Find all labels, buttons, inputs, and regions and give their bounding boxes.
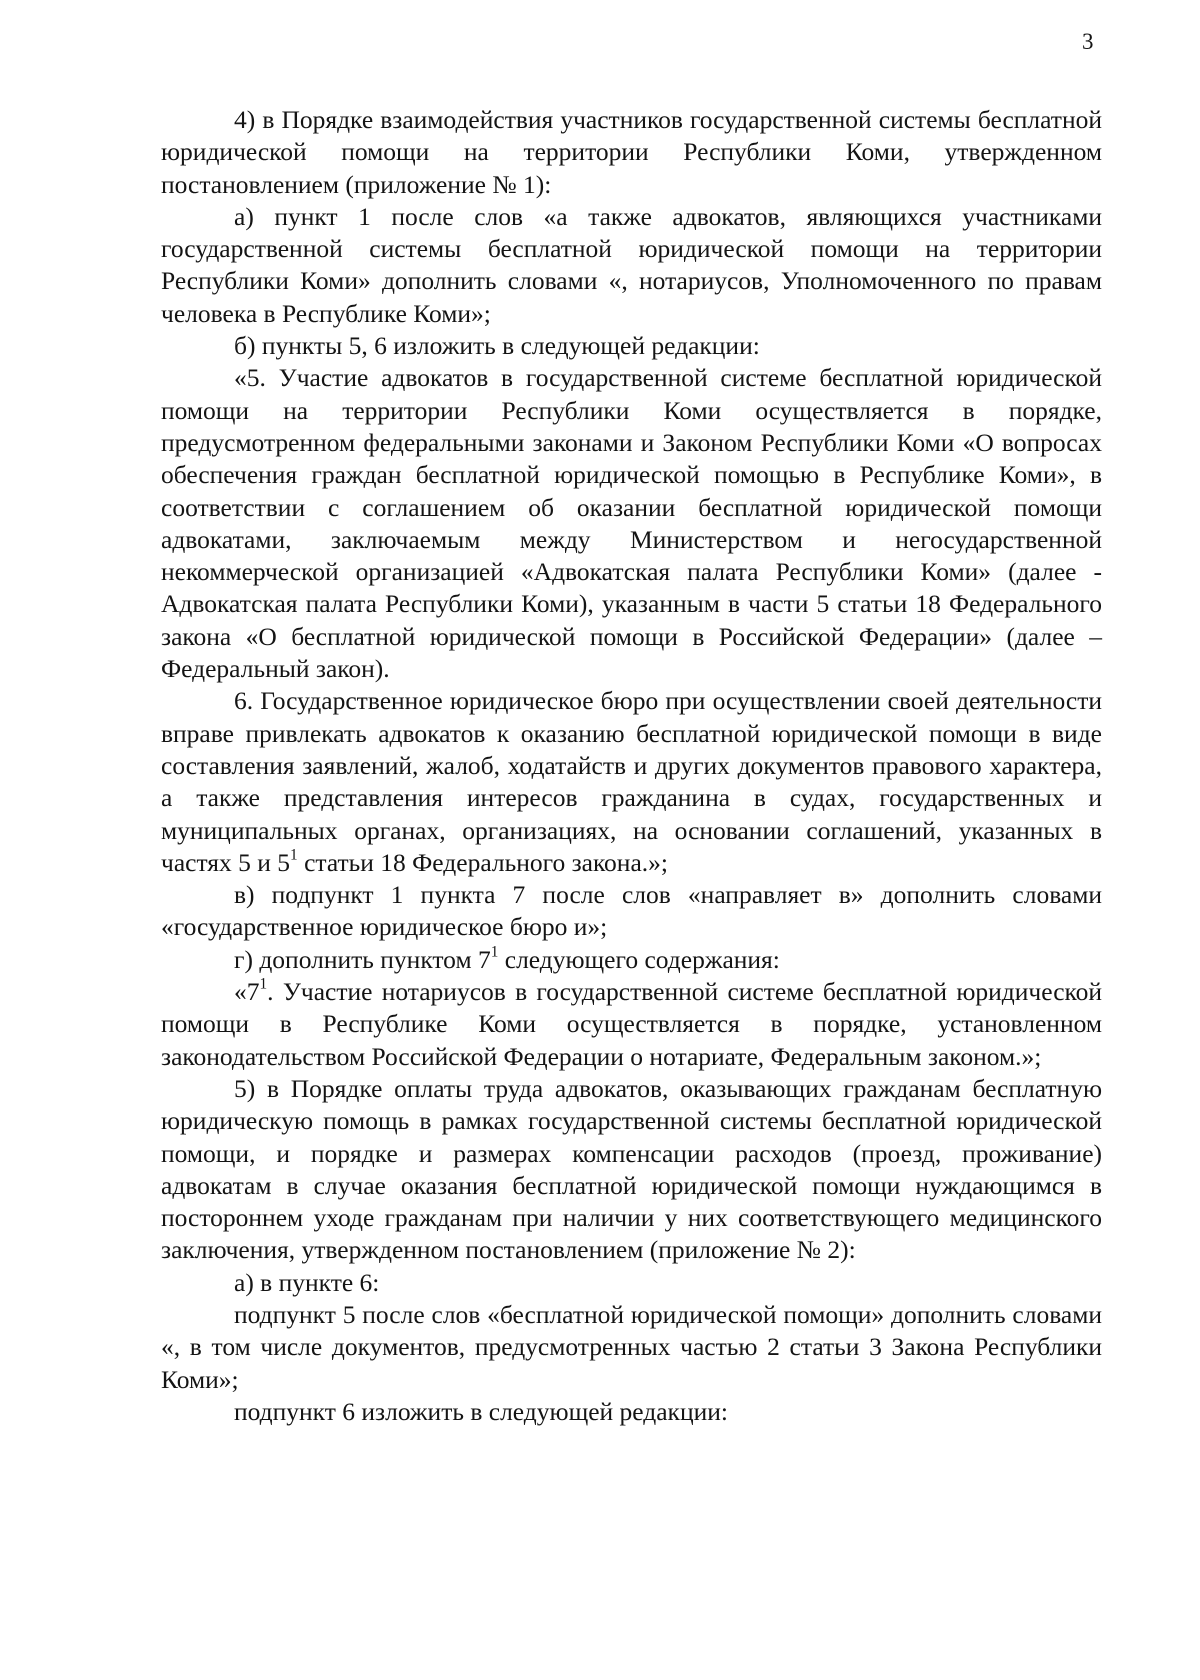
document-body xyxy=(161,104,1102,1428)
superscript: 1 xyxy=(490,943,499,961)
paragraph: а) в пункте 6: xyxy=(234,1267,380,1297)
paragraph: подпункт 5 после слов «бесплатной юридической помощи» дополнить словами «, в том числе документов, предусмотренных частью 2 статьи 3 Закона Республики Коми»; xyxy=(161,1299,1102,1394)
paragraph: б) пункты 5, 6 изложить в следующей редакции: xyxy=(234,331,760,361)
paragraph: «5. Участие адвокатов в государственной системе бесплатной юридической помощи на территории Республики Коми осуществляется в порядке, предусмотренном федеральными законами и Законом Республики Коми «О вопросах обеспечения граждан бесплатной юридической помощью в Республике Коми», в соответствии с соглашением об оказании бесплатной юридической помощи адвокатами, заключаемым между Министерством и негосударственной некоммерческой организацией «Адвокатская палата Республики Коми» (далее - Адвокатская палата Республики Коми), указанным в части 5 статьи 18 Федерального закона «О бесплатной юридической помощи в Российской Федерации» (далее – Федеральный закон). xyxy=(161,363,1102,684)
page-number: 3 xyxy=(1082,29,1094,54)
paragraph: 4) в Порядке взаимодействия участников государственной системы бесплатной юридической помощи на территории Республики Коми, утвержденном постановлением (приложение № 1): xyxy=(161,105,1102,199)
paragraph: «$7^1$. Участие нотариусов в государственной системе бесплатной юридической помощи в Республике Коми осуществляется в порядке, установленном законодательством Российской Федерации о нотариате, Федеральным законом.»; xyxy=(161,975,1102,1071)
paragraph: подпункт 6 изложить в следующей редакции: xyxy=(234,1396,728,1426)
superscript: 1 xyxy=(259,975,268,993)
paragraph: 6. Государственное юридическое бюро при осуществлении своей деятельности вправе привлекать адвокатов к оказанию бесплатной юридической помощи в виде составления заявлений, жалоб, ходатайств и других документов правового характера, а также представления интересов гражданина в судах, государственных и муниципальных органах, организациях, на основании соглашений, указанных в частях 5 и $5^1$ статьи 18 Федерального закона.»; xyxy=(161,686,1102,877)
paragraph: 5) в Порядке оплаты труда адвокатов, оказывающих гражданам бесплатную юридическую помощь в рамках государственной системы бесплатной юридической помощи, и порядке и размерах компенсации расходов (проезд, проживание) адвокатам в случае оказания бесплатной юридической помощи нуждающимся в постороннем уходе гражданам при наличии у них соответствующего медицинского заключения, утвержденном постановлением (приложение № 2): xyxy=(161,1073,1102,1265)
paragraph: г) дополнить пунктом $7^1$ следующего содержания: xyxy=(234,943,780,974)
paragraph: а) пункт 1 после слов «а также адвокатов, являющихся участниками государственной системы бесплатной юридической помощи на территории Республики Коми» дополнить словами «, нотариусов, Уполномоченного по правам человека в Республике Коми»; xyxy=(161,201,1102,328)
paragraph: в) подпункт 1 пункта 7 после слов «направляет в» дополнить словами «государственное юридическое бюро и»; xyxy=(161,880,1102,942)
superscript: 1 xyxy=(290,846,298,864)
